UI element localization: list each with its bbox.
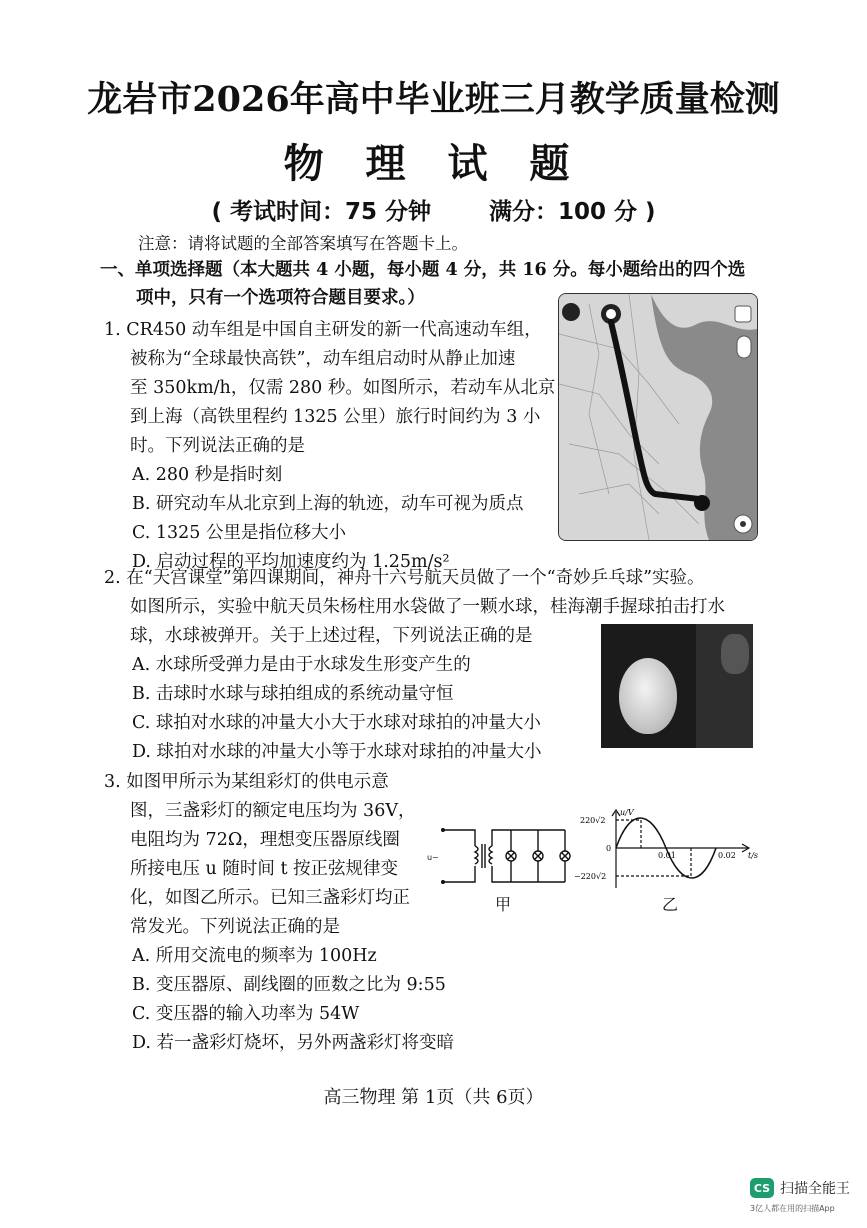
q3-line: 常发光。下列说法正确的是: [130, 917, 340, 937]
map-svg: [559, 294, 757, 540]
exam-info: [0, 193, 867, 226]
section-heading: 一、单项选择题（本大题共 4 小题，每小题 4 分，共 16 分。每小题给出的四个选: [100, 260, 746, 280]
exam-title: 龙岩市2026年高中毕业班三月教学质量检测: [87, 79, 780, 120]
q3-option-a: A. 所用交流电的频率为 100Hz: [132, 946, 377, 966]
cs-logo-icon: CS: [750, 1178, 774, 1198]
q1-option-d: D. 启动过程的平均加速度约为 1.25m/s²: [132, 552, 450, 572]
voltage-graph: [570, 806, 765, 896]
q2-line: 2. 在“天宫课堂”第四课期间，神舟十六号航天员做了一个“奇妙乒乓球”实验。: [104, 568, 705, 588]
water-ball-photo: [601, 624, 753, 748]
railway-map-image: [558, 293, 758, 541]
scanner-name: 扫描全能王: [780, 1181, 850, 1197]
subject-title: 物 理 试 题: [283, 140, 584, 187]
q2-option-d: D. 球拍对水球的冲量大小等于水球对球拍的冲量大小: [132, 742, 542, 762]
q1-option-c: C. 1325 公里是指位移大小: [132, 523, 346, 543]
q1-line: 1. CR450 动车组是中国自主研发的新一代高速动车组，: [104, 320, 542, 340]
q1-option-a: A. 280 秒是指时刻: [132, 465, 283, 485]
exam-time: ( 考试时间：75 分钟: [211, 199, 431, 225]
water-ball: [619, 658, 677, 734]
q1-option-b: B. 研究动车从北京到上海的轨迹，动车可视为质点: [132, 494, 524, 514]
source-label: u~: [427, 853, 439, 862]
q2-line: 球，水球被弹开。关于上述过程，下列说法正确的是: [130, 626, 533, 646]
section-heading-cont: 项中，只有一个选项符合题目要求。）: [136, 288, 425, 308]
scanner-tagline: 3亿人都在用的扫描App: [750, 1204, 835, 1213]
q3-line: 化，如图乙所示。已知三盏彩灯均正: [130, 888, 410, 908]
notice: 注意：请将试题的全部答案填写在答题卡上。: [138, 234, 468, 253]
q3-option-b: B. 变压器原、副线圈的匝数之比为 9:55: [132, 975, 446, 995]
graph-xlabel: t/s: [748, 851, 759, 860]
graph-zero: 0: [606, 844, 612, 853]
q3-line: 电阻均为 72Ω，理想变压器原线圈: [130, 830, 400, 850]
graph-ymax: 220√2: [580, 816, 606, 825]
q3-option-c: C. 变压器的输入功率为 54W: [132, 1004, 360, 1024]
full-score: 满分：100 分 ): [489, 199, 656, 225]
circuit-diagram: [425, 820, 575, 892]
fig-yi-label: 乙: [662, 895, 679, 914]
q1-line: 至 350km/h，仅需 280 秒。如图所示，若动车从北京: [130, 378, 556, 398]
q1-line: 时。下列说法正确的是: [130, 436, 305, 456]
q3-option-d: D. 若一盏彩灯烧坏，另外两盏彩灯将变暗: [132, 1033, 455, 1053]
q3-line: 所接电压 u 随时间 t 按正弦规律变: [130, 859, 399, 879]
graph-ylabel: u/V: [620, 808, 634, 817]
q2-option-a: A. 水球所受弹力是由于水球发生形变产生的: [132, 655, 471, 675]
page-footer: 高三物理 第 1页（共 6页）: [323, 1087, 544, 1108]
q2-option-b: B. 击球时水球与球拍组成的系统动量守恒: [132, 684, 454, 704]
q1-line: 被称为“全球最快高铁”，动车组启动时从静止加速: [130, 349, 516, 369]
graph-ymin: −220√2: [574, 872, 607, 881]
graph-x2: 0.02: [718, 851, 736, 860]
q2-option-c: C. 球拍对水球的冲量大小大于水球对球拍的冲量大小: [132, 713, 541, 733]
fig-jia-label: 甲: [495, 895, 512, 914]
q3-line: 图，三盏彩灯的额定电压均为 36V，: [130, 801, 416, 821]
scanner-watermark: [750, 1178, 850, 1198]
q2-line: 如图所示，实验中航天员朱杨柱用水袋做了一颗水球，桂海潮手握球拍击打水: [130, 597, 725, 617]
q1-line: 到上海（高铁里程约 1325 公里）旅行时间约为 3 小: [130, 407, 541, 427]
graph-x1: 0.01: [658, 851, 676, 860]
q3-line: 3. 如图甲所示为某组彩灯的供电示意: [104, 772, 389, 792]
